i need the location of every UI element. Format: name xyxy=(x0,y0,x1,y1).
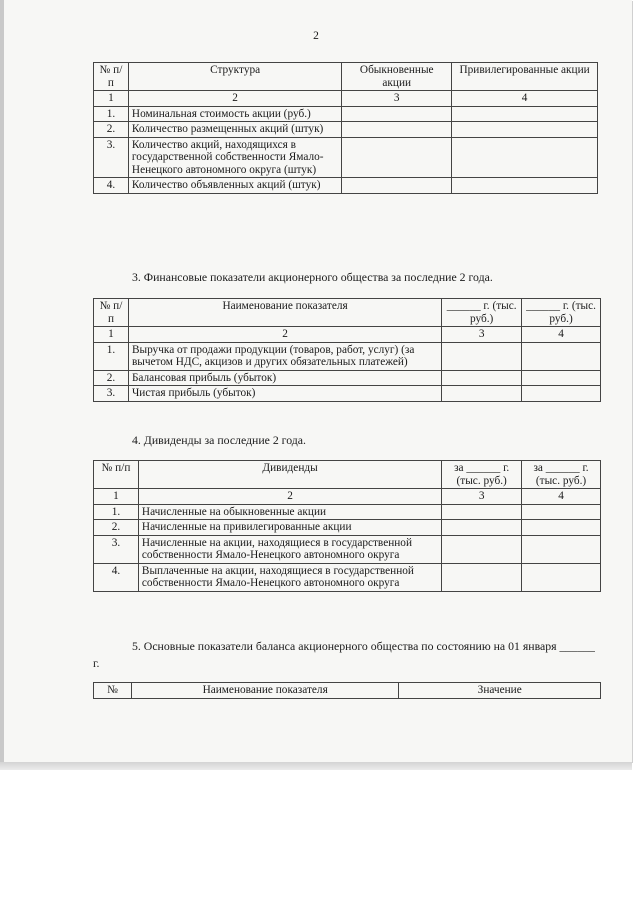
table-row xyxy=(94,178,598,194)
empty-cell xyxy=(342,106,452,122)
column-index-row xyxy=(94,327,601,343)
index-cell: 4 xyxy=(522,489,601,505)
index-cell: 2 xyxy=(138,489,441,505)
row-label: Выплаченные на акции, находящиеся в государственной собственности Ямало-Ненецкого автономного округа xyxy=(138,563,441,591)
row-label: Начисленные на акции, находящиеся в государственной собственности Ямало-Ненецкого автономного округа xyxy=(138,535,441,563)
row-label: Чистая прибыль (убыток) xyxy=(128,386,441,402)
empty-cell xyxy=(442,386,522,402)
section-5-title: 5. Основные показатели баланса акционерного общества по состоянию на 01 января ______ г. xyxy=(93,639,595,670)
row-number: 2. xyxy=(94,122,129,138)
row-number: 1. xyxy=(94,106,129,122)
row-label: Начисленные на обыкновенные акции xyxy=(138,504,441,520)
column-index-row xyxy=(94,91,598,107)
empty-cell xyxy=(522,504,601,520)
table-row xyxy=(94,106,598,122)
table-header-row xyxy=(94,683,601,699)
header-preferred-shares: Привилегированные акции xyxy=(452,63,598,91)
empty-cell xyxy=(442,504,522,520)
index-cell: 2 xyxy=(128,327,441,343)
row-number: 3. xyxy=(94,386,129,402)
index-cell: 1 xyxy=(94,91,129,107)
row-number: 4. xyxy=(94,178,129,194)
table-header-row xyxy=(94,461,601,489)
empty-cell xyxy=(442,342,522,370)
balance-indicators-table xyxy=(93,682,601,699)
header-year-1: ______ г. (тыс. руб.) xyxy=(442,299,522,327)
empty-cell xyxy=(342,122,452,138)
empty-cell xyxy=(442,520,522,536)
financial-indicators-table xyxy=(93,298,601,402)
empty-cell xyxy=(442,563,522,591)
header-year-1: за ______ г. (тыс. руб.) xyxy=(442,461,522,489)
empty-cell xyxy=(522,370,601,386)
empty-cell xyxy=(452,122,598,138)
table-row xyxy=(94,342,601,370)
index-cell: 3 xyxy=(442,489,522,505)
row-label: Количество объявленных акций (штук) xyxy=(128,178,341,194)
table-row xyxy=(94,504,601,520)
header-indicator-name: Наименование показателя xyxy=(131,683,398,699)
table-header-row xyxy=(94,63,598,91)
shares-structure-table xyxy=(93,62,598,194)
column-index-row xyxy=(94,489,601,505)
row-number: 3. xyxy=(94,137,129,178)
header-year-2: за ______ г. (тыс. руб.) xyxy=(522,461,601,489)
empty-cell xyxy=(522,563,601,591)
empty-cell xyxy=(522,342,601,370)
header-dividends: Дивиденды xyxy=(138,461,441,489)
row-number: 1. xyxy=(94,504,139,520)
table-header-row xyxy=(94,299,601,327)
index-cell: 1 xyxy=(94,327,129,343)
row-number: 3. xyxy=(94,535,139,563)
empty-cell xyxy=(442,370,522,386)
index-cell: 4 xyxy=(452,91,598,107)
empty-cell xyxy=(522,535,601,563)
index-cell: 2 xyxy=(128,91,341,107)
row-label: Балансовая прибыль (убыток) xyxy=(128,370,441,386)
scan-edge xyxy=(0,762,632,770)
index-cell: 4 xyxy=(522,327,601,343)
header-num: № п/п xyxy=(94,63,129,91)
table-row xyxy=(94,122,598,138)
table-row xyxy=(94,386,601,402)
row-label: Количество акций, находящихся в государственной собственности Ямало-Ненецкого автономного округа (штук) xyxy=(128,137,341,178)
dividends-table xyxy=(93,460,601,592)
header-year-2: ______ г. (тыс. руб.) xyxy=(522,299,601,327)
empty-cell xyxy=(452,178,598,194)
header-num: № xyxy=(94,683,132,699)
header-indicator-name: Наименование показателя xyxy=(128,299,441,327)
section-3-title: 3. Финансовые показатели акционерного общества за последние 2 года. xyxy=(132,270,493,284)
empty-cell xyxy=(442,535,522,563)
row-number: 2. xyxy=(94,370,129,386)
header-num: № п/п xyxy=(94,299,129,327)
row-number: 1. xyxy=(94,342,129,370)
row-label: Количество размещенных акций (штук) xyxy=(128,122,341,138)
empty-cell xyxy=(452,137,598,178)
index-cell: 3 xyxy=(442,327,522,343)
header-value: Значение xyxy=(399,683,601,699)
header-structure: Структура xyxy=(128,63,341,91)
empty-cell xyxy=(522,386,601,402)
table-row xyxy=(94,535,601,563)
row-label: Выручка от продажи продукции (товаров, работ, услуг) (за вычетом НДС, акцизов и других обязательных платежей) xyxy=(128,342,441,370)
empty-cell xyxy=(342,137,452,178)
empty-cell xyxy=(522,520,601,536)
table-row xyxy=(94,370,601,386)
header-ordinary-shares: Обыкновенные акции xyxy=(342,63,452,91)
page-number: 2 xyxy=(313,30,319,42)
table-row xyxy=(94,520,601,536)
index-cell: 3 xyxy=(342,91,452,107)
empty-cell xyxy=(342,178,452,194)
row-number: 2. xyxy=(94,520,139,536)
index-cell: 1 xyxy=(94,489,139,505)
empty-cell xyxy=(452,106,598,122)
table-row xyxy=(94,137,598,178)
row-label: Начисленные на привилегированные акции xyxy=(138,520,441,536)
table-row xyxy=(94,563,601,591)
header-num: № п/п xyxy=(94,461,139,489)
section-4-title: 4. Дивиденды за последние 2 года. xyxy=(132,433,306,447)
row-label: Номинальная стоимость акции (руб.) xyxy=(128,106,341,122)
row-number: 4. xyxy=(94,563,139,591)
